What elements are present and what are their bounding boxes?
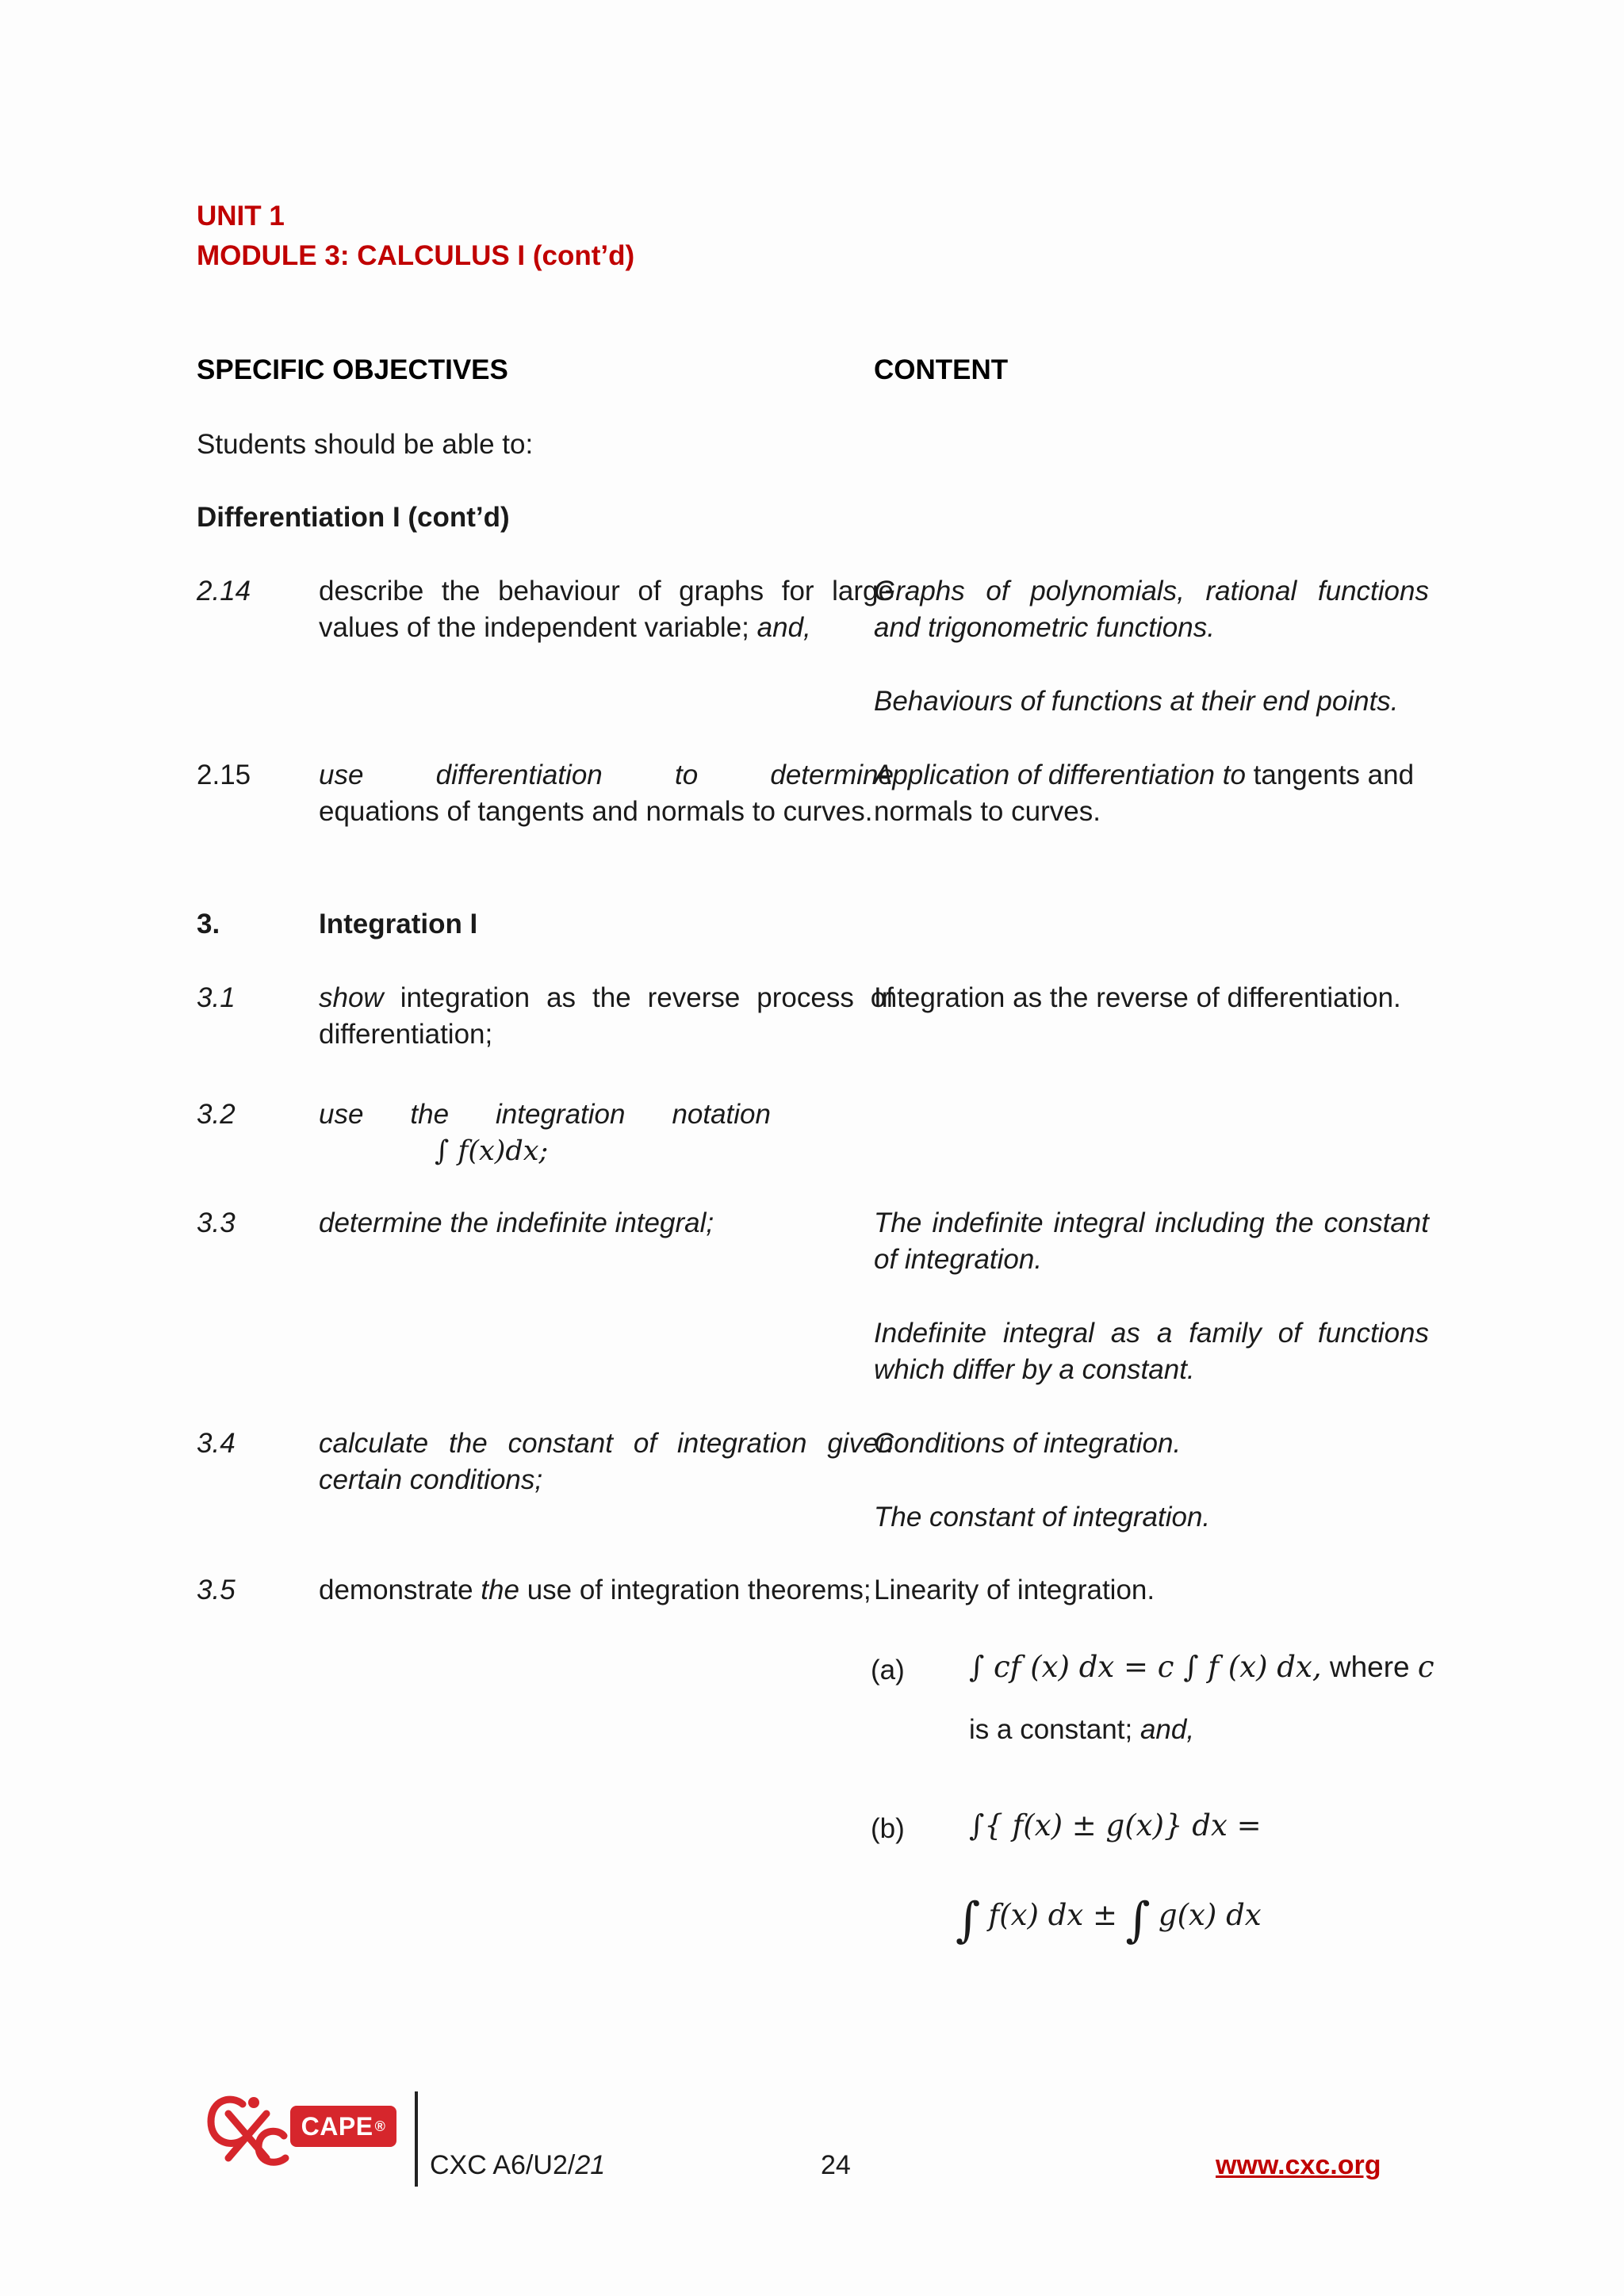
content-heading: CONTENT [874,354,1009,385]
formula-note-part: and, [1139,1714,1195,1745]
objective-text [319,757,894,830]
cape-badge-text: CAPE [301,2111,373,2141]
objective-text-part: integration as the reverse process of differentiation; [319,982,894,1050]
formula-note-part: is a constant; [969,1714,1133,1745]
integral-sign: ∫ [956,1892,981,1948]
objective-text-part: use the integration notation [319,1099,771,1130]
linearity-formula-b-rhs [956,1892,1262,1948]
content-text: Behaviours of functions at their end points. [874,686,1399,717]
objective-text-part: and, [756,612,811,643]
objective-text-part: use differentiation to determine [319,760,894,790]
list-label: (a) [871,1655,905,1686]
objective-text-part: describe the behaviour of graphs for large values of the independent variable; [319,576,894,643]
content-text [874,757,1429,830]
objective-number: 2.15 [197,760,251,790]
content-text-part: tangents and [1253,760,1415,790]
list-label: (b) [871,1813,905,1844]
content-text-part: Application of differentiation to [874,760,1246,790]
document-code-part: CXC A6/U2/ [430,2150,576,2180]
integral-notation: ∫ 𝑓(𝑥)d𝑥; [435,1135,549,1167]
objective-number: 3.1 [197,982,236,1013]
objective-text-part: demonstrate [319,1575,473,1605]
content-text-part: normals to curves. [874,796,1101,827]
cxc-logo-icon [205,2090,292,2169]
unit-title: UNIT 1 [197,201,285,232]
registered-mark: ® [374,2118,386,2134]
content-text: Integration as the reverse of differentiation. [874,982,1401,1013]
page-number: 24 [821,2150,851,2180]
section-heading: Integration I [319,909,478,939]
content-text: Conditions of integration. [874,1428,1182,1459]
objective-text-part: the [481,1575,519,1605]
cxc-cape-logo [205,2090,395,2169]
objective-text: determine the indefinite integral; [319,1207,714,1238]
website-link[interactable]: www.cxc.org [1216,2150,1381,2180]
objective-number: 3.4 [197,1428,236,1459]
specific-objectives-heading: SPECIFIC OBJECTIVES [197,354,508,385]
formula: 𝑐 [1417,1650,1434,1684]
objective-text-part: equations of tangents and normals to curves. [319,796,873,827]
section-title: Differentiation I (cont’d) [197,502,510,533]
objective-number: 3.5 [197,1575,236,1605]
document-code-part: 21 [575,2150,606,2180]
formula: 𝑔(𝑥) 𝑑𝑥 [1158,1898,1262,1932]
footer-divider [415,2091,418,2187]
content-text: Indefinite integral as a family of functions which differ by a constant. [874,1318,1429,1385]
content-text: The constant of integration. [874,1502,1211,1533]
formula: ∫ 𝑐𝑓 (𝑥) d𝑥 = 𝑐 ∫ 𝑓 (𝑥) d𝑥, [969,1650,1322,1684]
intro-text: Students should be able to: [197,429,534,460]
objective-text [319,1096,894,1133]
content-text: Graphs of polynomials, rational functions and trigonometric functions. [874,576,1429,643]
document-code [430,2147,605,2183]
section-number: 3. [197,909,220,939]
linearity-formula-a [969,1649,1434,1686]
formula: 𝑓(𝑥) 𝑑𝑥 ± [988,1898,1118,1932]
module-title: MODULE 3: CALCULUS I (cont’d) [197,240,635,271]
objective-text-part: show [319,982,384,1013]
objective-text [319,573,894,646]
cape-badge [290,2106,396,2147]
objective-text-part: use of integration theorems; [527,1575,871,1605]
objective-text: calculate the constant of integration given certain conditions; [319,1428,894,1495]
objective-number: 2.14 [197,576,251,607]
content-text: Linearity of integration. [874,1575,1155,1605]
objective-text [319,1572,894,1609]
integral-sign: ∫ [1125,1892,1151,1948]
content-text: The indefinite integral including the constant of integration. [874,1207,1429,1275]
objective-number: 3.2 [197,1099,236,1130]
formula-note [969,1712,1194,1748]
objective-number: 3.3 [197,1207,236,1238]
formula-text: where [1329,1651,1410,1683]
linearity-formula-b: ∫{ 𝑓(𝑥) ± 𝑔(𝑥)} d𝑥 = [969,1808,1262,1843]
objective-text [319,980,894,1053]
